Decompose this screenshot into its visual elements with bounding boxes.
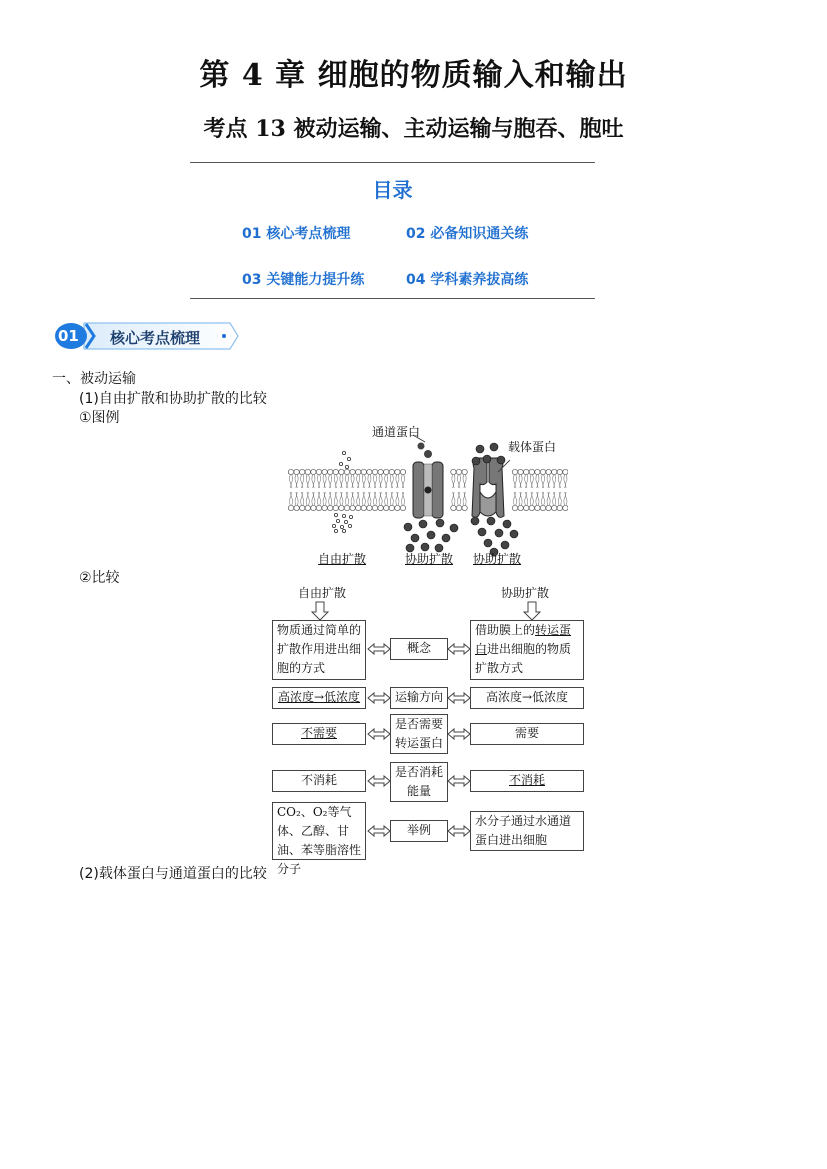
membrane-diagram	[288, 420, 568, 570]
cell-free-concept: 物质通过简单的扩散作用进出细胞的方式	[272, 620, 366, 680]
caption-free-diffusion: 自由扩散	[318, 552, 367, 566]
cell-facilitated-need-protein: 需要	[470, 723, 584, 745]
cell-free-energy: 不消耗	[272, 770, 366, 792]
cell-facilitated-energy	[470, 770, 584, 792]
row-label-energy: 是否消耗能量	[390, 762, 448, 802]
text-facilitated-concept-pre: 借助膜上的	[475, 623, 536, 637]
row-label-concept: 概念	[390, 638, 448, 660]
toc-item-2[interactable]: 02 必备知识通关练	[406, 226, 529, 242]
heading-comparison: ②比较	[79, 570, 120, 586]
caption-facilitated-diffusion-carrier: 协助扩散	[473, 552, 522, 566]
toc-item-1[interactable]: 01 核心考点梳理	[242, 226, 351, 242]
carrier-protein-icon	[472, 458, 510, 517]
row-label-direction: 运输方向	[390, 687, 448, 709]
heading-carrier-channel-compare: (2)载体蛋白与通道蛋白的比较	[79, 866, 267, 882]
cell-free-need-protein	[272, 723, 366, 745]
text-facilitated-energy: 不消耗	[508, 773, 545, 787]
text-facilitated-concept-post: 进出细胞的物质扩散方式	[475, 642, 572, 675]
section-badge	[54, 320, 240, 352]
toc-top-rule	[190, 162, 595, 163]
cell-facilitated-example: 水分子通过水通道蛋白进出细胞	[470, 811, 584, 851]
topic-subtitle: 考点 13 被动运输、主动运输与胞吞、胞吐	[203, 116, 624, 142]
section-badge-number: 01	[58, 327, 79, 345]
text-free-need-protein: 不需要	[300, 726, 337, 740]
label-carrier-protein: 载体蛋白	[508, 440, 557, 454]
heading-illustration: ①图例	[79, 410, 120, 426]
cell-facilitated-concept	[470, 620, 584, 680]
toc-bottom-rule	[190, 298, 595, 299]
cell-free-direction: 高浓度→低浓度	[272, 687, 366, 709]
toc-item-3[interactable]: 03 关键能力提升练	[242, 272, 365, 288]
comparison-diagram	[268, 580, 588, 876]
header-free-diffusion: 自由扩散	[298, 586, 347, 600]
cell-facilitated-direction: 高浓度→低浓度	[470, 687, 584, 709]
label-channel-protein: 通道蛋白	[372, 425, 421, 439]
text-transport-protein: 转运蛋白	[475, 623, 572, 656]
toc-heading: 目录	[372, 178, 413, 202]
header-facilitated-diffusion: 协助扩散	[501, 586, 550, 600]
toc-item-4[interactable]: 04 学科素养拔高练	[406, 272, 529, 288]
caption-facilitated-diffusion-channel: 协助扩散	[405, 552, 454, 566]
row-label-need-protein: 是否需要转运蛋白	[390, 714, 448, 754]
section-badge-label: 核心考点梳理	[110, 329, 201, 347]
row-label-example: 举例	[390, 820, 448, 842]
cell-free-example: CO₂、O₂等气体、乙醇、甘油、苯等脂溶性分子	[272, 802, 366, 860]
channel-protein-icon	[413, 435, 443, 518]
heading-diffusion-compare: (1)自由扩散和协助扩散的比较	[79, 391, 267, 407]
chapter-title: 第 4 章 细胞的物质输入和输出	[199, 58, 628, 93]
heading-passive-transport: 一、被动运输	[52, 371, 136, 387]
